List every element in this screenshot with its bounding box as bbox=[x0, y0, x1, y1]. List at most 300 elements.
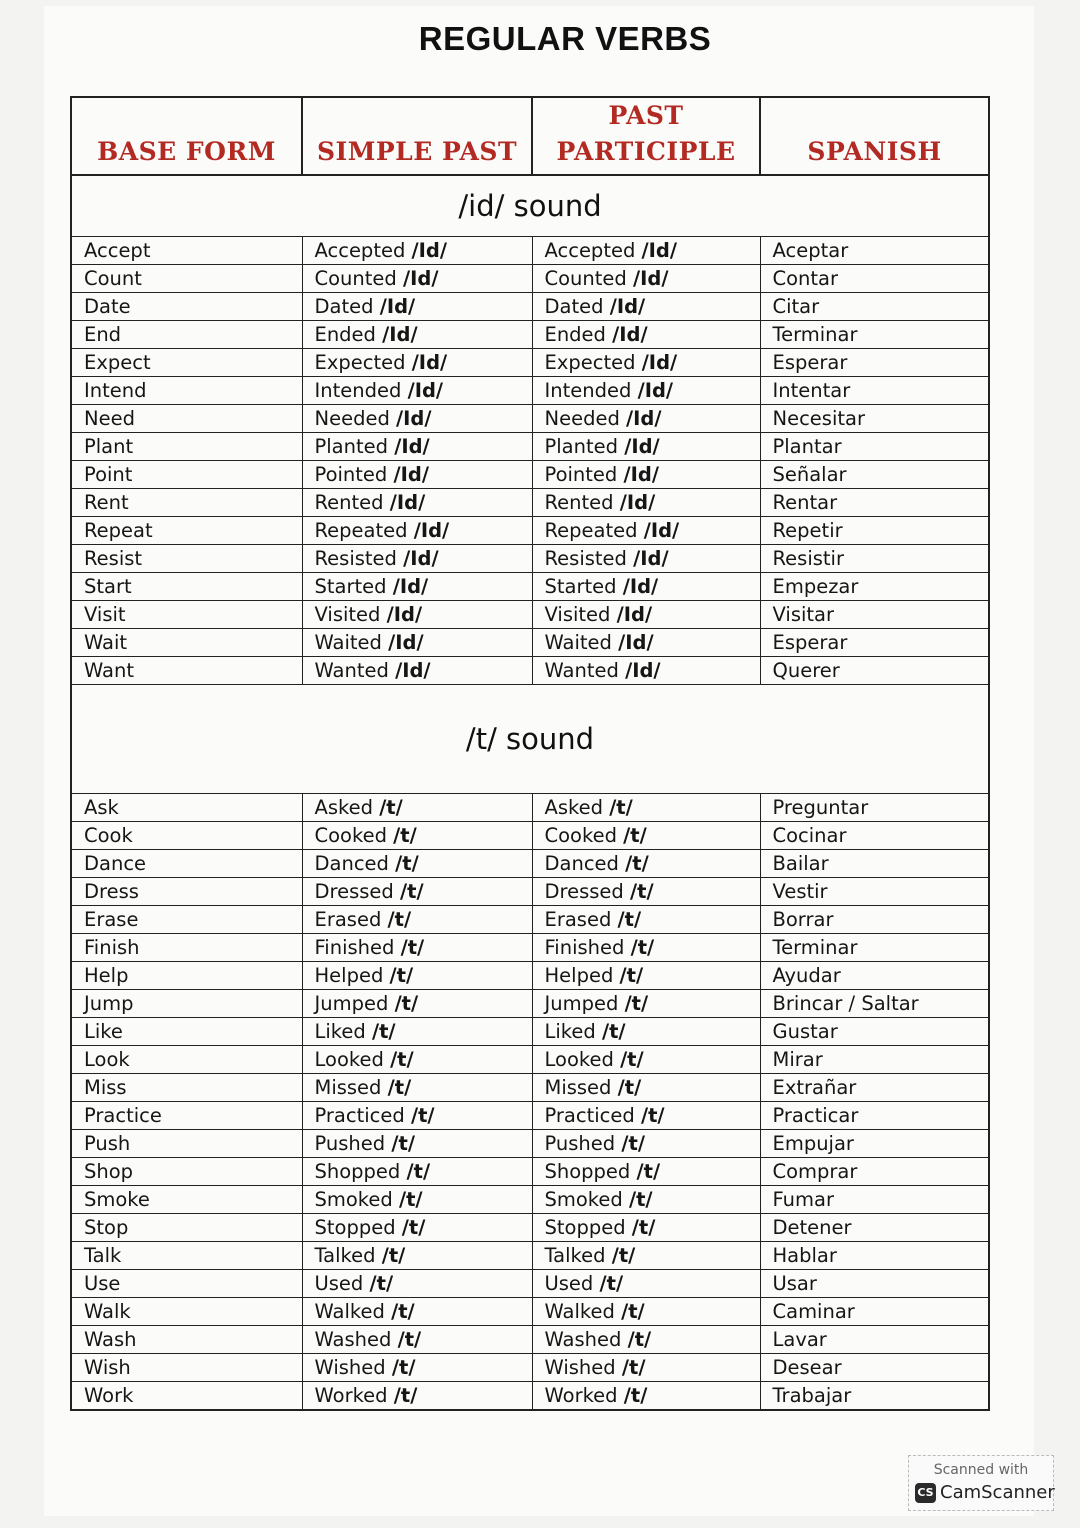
simple-past-cell bbox=[302, 990, 532, 1018]
spanish-cell bbox=[760, 962, 989, 990]
section-heading: /t/ sound bbox=[71, 685, 989, 794]
past-participle-cell bbox=[532, 657, 760, 685]
simple-past-text: Repeated bbox=[314, 519, 408, 542]
base-form-text: Wish bbox=[84, 1356, 131, 1379]
simple-past-text: Dressed bbox=[314, 880, 394, 903]
base-form-text: Walk bbox=[84, 1300, 131, 1323]
spanish-cell bbox=[760, 573, 989, 601]
spanish-cell bbox=[760, 1214, 989, 1242]
pronunciation-marker: /Id/ bbox=[392, 575, 429, 598]
base-form-text: Use bbox=[84, 1272, 121, 1295]
spanish-cell bbox=[760, 1326, 989, 1354]
table-row bbox=[71, 237, 989, 265]
simple-past-text: Rented bbox=[314, 491, 384, 514]
table-row bbox=[71, 461, 989, 489]
pronunciation-marker: /t/ bbox=[369, 1272, 394, 1295]
simple-past-text: Planted bbox=[314, 435, 389, 458]
simple-past-cell bbox=[302, 1214, 532, 1242]
pronunciation-marker: /Id/ bbox=[403, 267, 439, 290]
base-form-cell bbox=[71, 878, 302, 906]
past-participle-cell bbox=[532, 321, 760, 349]
pronunciation-marker: /Id/ bbox=[637, 379, 674, 402]
spanish-text: Practicar bbox=[772, 1104, 859, 1127]
spanish-cell bbox=[760, 377, 989, 405]
spanish-text: Resistir bbox=[772, 547, 844, 570]
simple-past-cell bbox=[302, 1046, 532, 1074]
past-participle-text: Dated bbox=[544, 295, 604, 318]
past-participle-cell bbox=[532, 573, 760, 601]
pronunciation-marker: /Id/ bbox=[395, 659, 431, 682]
pronunciation-marker: /Id/ bbox=[633, 267, 669, 290]
simple-past-cell bbox=[302, 1298, 532, 1326]
pronunciation-marker: /t/ bbox=[601, 1020, 626, 1043]
spanish-text: Detener bbox=[772, 1216, 852, 1239]
simple-past-cell bbox=[302, 433, 532, 461]
spanish-text: Citar bbox=[772, 295, 820, 318]
pronunciation-marker: /t/ bbox=[393, 824, 417, 847]
simple-past-text: Counted bbox=[314, 267, 397, 290]
pronunciation-marker: /t/ bbox=[628, 1188, 653, 1211]
spanish-text: Empezar bbox=[772, 575, 859, 598]
pronunciation-marker: /t/ bbox=[391, 1132, 415, 1155]
spanish-text: Desear bbox=[772, 1356, 842, 1379]
spanish-text: Caminar bbox=[772, 1300, 855, 1323]
simple-past-text: Started bbox=[314, 575, 387, 598]
past-participle-text: Missed bbox=[544, 1076, 612, 1099]
simple-past-cell bbox=[302, 1242, 532, 1270]
base-form-text: Dance bbox=[84, 852, 147, 875]
pronunciation-marker: /t/ bbox=[621, 1132, 645, 1155]
pronunciation-marker: /t/ bbox=[410, 1104, 435, 1127]
past-participle-text: Counted bbox=[544, 267, 627, 290]
pronunciation-marker: /Id/ bbox=[393, 463, 429, 486]
pronunciation-marker: /Id/ bbox=[394, 435, 430, 458]
past-participle-text: Practiced bbox=[544, 1104, 635, 1127]
base-form-text: Point bbox=[84, 463, 133, 486]
past-participle-cell bbox=[532, 822, 760, 850]
base-form-cell bbox=[71, 433, 302, 461]
spanish-cell bbox=[760, 433, 989, 461]
pronunciation-marker: /Id/ bbox=[407, 379, 444, 402]
past-participle-text: Shopped bbox=[544, 1160, 631, 1183]
past-participle-cell bbox=[532, 629, 760, 657]
past-participle-text: Helped bbox=[544, 964, 614, 987]
pronunciation-marker: /Id/ bbox=[612, 323, 648, 346]
pronunciation-marker: /Id/ bbox=[618, 631, 654, 654]
past-participle-cell bbox=[532, 1102, 760, 1130]
verbs-table bbox=[70, 96, 990, 1411]
base-form-cell bbox=[71, 265, 302, 293]
past-participle-text: Walked bbox=[544, 1300, 615, 1323]
spanish-cell bbox=[760, 545, 989, 573]
simple-past-text: Smoked bbox=[314, 1188, 393, 1211]
pronunciation-marker: /Id/ bbox=[633, 547, 669, 570]
spanish-text: Plantar bbox=[772, 435, 842, 458]
pronunciation-marker: /Id/ bbox=[411, 351, 448, 374]
spanish-cell bbox=[760, 906, 989, 934]
table-row bbox=[71, 1102, 989, 1130]
pronunciation-marker: /Id/ bbox=[624, 435, 660, 458]
pronunciation-marker: /Id/ bbox=[626, 407, 662, 430]
past-participle-cell bbox=[532, 1074, 760, 1102]
spanish-cell bbox=[760, 850, 989, 878]
pronunciation-marker: /t/ bbox=[406, 1160, 431, 1183]
base-form-text: Smoke bbox=[84, 1188, 150, 1211]
pronunciation-marker: /t/ bbox=[625, 852, 649, 875]
past-participle-text: Liked bbox=[544, 1020, 596, 1043]
spanish-cell bbox=[760, 822, 989, 850]
past-participle-text: Jumped bbox=[544, 992, 619, 1015]
base-form-text: Visit bbox=[84, 603, 126, 626]
past-participle-cell bbox=[532, 601, 760, 629]
base-form-cell bbox=[71, 1074, 302, 1102]
past-participle-text: Accepted bbox=[544, 239, 636, 262]
simple-past-text: Used bbox=[314, 1272, 364, 1295]
past-participle-cell bbox=[532, 461, 760, 489]
spanish-cell bbox=[760, 1270, 989, 1298]
simple-past-text: Dated bbox=[314, 295, 374, 318]
base-form-text: Intend bbox=[84, 379, 147, 402]
simple-past-text: Helped bbox=[314, 964, 384, 987]
table-row bbox=[71, 629, 989, 657]
spanish-cell bbox=[760, 349, 989, 377]
pronunciation-marker: /t/ bbox=[620, 1048, 644, 1071]
table-row bbox=[71, 545, 989, 573]
pronunciation-marker: /t/ bbox=[401, 1216, 426, 1239]
simple-past-text: Accepted bbox=[314, 239, 406, 262]
past-participle-cell bbox=[532, 906, 760, 934]
pronunciation-marker: /Id/ bbox=[388, 631, 424, 654]
table-row bbox=[71, 1018, 989, 1046]
camscanner-name: CamScanner bbox=[940, 1482, 1055, 1503]
pronunciation-marker: /t/ bbox=[387, 908, 412, 931]
simple-past-text: Resisted bbox=[314, 547, 397, 570]
base-form-cell bbox=[71, 545, 302, 573]
base-form-cell bbox=[71, 293, 302, 321]
past-participle-text: Intended bbox=[544, 379, 632, 402]
pronunciation-marker: /Id/ bbox=[413, 519, 450, 542]
base-form-cell bbox=[71, 962, 302, 990]
simple-past-text: Pointed bbox=[314, 463, 388, 486]
simple-past-cell bbox=[302, 1018, 532, 1046]
simple-past-cell bbox=[302, 1270, 532, 1298]
pronunciation-marker: /t/ bbox=[371, 1020, 396, 1043]
pronunciation-marker: /Id/ bbox=[609, 295, 646, 318]
simple-past-text: Visited bbox=[314, 603, 381, 626]
past-participle-cell bbox=[532, 1354, 760, 1382]
header-spanish: SPANISH bbox=[760, 97, 989, 175]
spanish-cell bbox=[760, 794, 989, 822]
past-participle-text: Looked bbox=[544, 1048, 614, 1071]
past-participle-text: Planted bbox=[544, 435, 619, 458]
simple-past-text: Ended bbox=[314, 323, 376, 346]
simple-past-text: Washed bbox=[314, 1328, 392, 1351]
simple-past-text: Looked bbox=[314, 1048, 384, 1071]
pronunciation-marker: /Id/ bbox=[625, 659, 661, 682]
base-form-cell bbox=[71, 1018, 302, 1046]
past-participle-text: Started bbox=[544, 575, 617, 598]
base-form-text: Jump bbox=[84, 992, 134, 1015]
spanish-text: Brincar / Saltar bbox=[772, 992, 919, 1015]
past-participle-text: Ended bbox=[544, 323, 606, 346]
table-row bbox=[71, 934, 989, 962]
past-participle-text: Danced bbox=[544, 852, 619, 875]
pronunciation-marker: /t/ bbox=[400, 880, 424, 903]
base-form-cell bbox=[71, 1354, 302, 1382]
past-participle-cell bbox=[532, 962, 760, 990]
spanish-cell bbox=[760, 1382, 989, 1411]
base-form-text: Finish bbox=[84, 936, 140, 959]
past-participle-text: Erased bbox=[544, 908, 612, 931]
spanish-cell bbox=[760, 990, 989, 1018]
pronunciation-marker: /t/ bbox=[617, 1076, 642, 1099]
simple-past-cell bbox=[302, 878, 532, 906]
pronunciation-marker: /Id/ bbox=[379, 295, 416, 318]
past-participle-cell bbox=[532, 1270, 760, 1298]
simple-past-text: Stopped bbox=[314, 1216, 396, 1239]
table-row bbox=[71, 794, 989, 822]
base-form-cell bbox=[71, 1298, 302, 1326]
spanish-text: Lavar bbox=[772, 1328, 827, 1351]
past-participle-text: Stopped bbox=[544, 1216, 626, 1239]
spanish-text: Intentar bbox=[772, 379, 851, 402]
base-form-text: Talk bbox=[84, 1244, 122, 1267]
simple-past-text: Intended bbox=[314, 379, 402, 402]
past-participle-cell bbox=[532, 850, 760, 878]
pronunciation-marker: /t/ bbox=[611, 1244, 636, 1267]
simple-past-cell bbox=[302, 1326, 532, 1354]
base-form-text: Stop bbox=[84, 1216, 129, 1239]
base-form-text: Dress bbox=[84, 880, 139, 903]
pronunciation-marker: /t/ bbox=[391, 1300, 415, 1323]
simple-past-cell bbox=[302, 1158, 532, 1186]
spanish-text: Comprar bbox=[772, 1160, 858, 1183]
base-form-cell bbox=[71, 990, 302, 1018]
simple-past-text: Liked bbox=[314, 1020, 366, 1043]
pronunciation-marker: /t/ bbox=[617, 908, 642, 931]
past-participle-cell bbox=[532, 1326, 760, 1354]
spanish-text: Necesitar bbox=[772, 407, 865, 430]
simple-past-cell bbox=[302, 906, 532, 934]
base-form-cell bbox=[71, 850, 302, 878]
pronunciation-marker: /t/ bbox=[640, 1104, 665, 1127]
simple-past-cell bbox=[302, 1074, 532, 1102]
past-participle-cell bbox=[532, 545, 760, 573]
past-participle-cell bbox=[532, 517, 760, 545]
spanish-text: Fumar bbox=[772, 1188, 834, 1211]
spanish-text: Borrar bbox=[772, 908, 834, 931]
spanish-cell bbox=[760, 1018, 989, 1046]
past-participle-text: Rented bbox=[544, 491, 614, 514]
simple-past-text: Cooked bbox=[314, 824, 387, 847]
base-form-cell bbox=[71, 573, 302, 601]
simple-past-text: Pushed bbox=[314, 1132, 386, 1155]
simple-past-cell bbox=[302, 822, 532, 850]
simple-past-text: Worked bbox=[314, 1384, 388, 1407]
table-row bbox=[71, 906, 989, 934]
simple-past-text: Practiced bbox=[314, 1104, 405, 1127]
simple-past-text: Walked bbox=[314, 1300, 385, 1323]
simple-past-text: Expected bbox=[314, 351, 406, 374]
camscanner-logo-icon: CS bbox=[915, 1483, 936, 1503]
pronunciation-marker: /t/ bbox=[381, 1244, 406, 1267]
base-form-text: Rent bbox=[84, 491, 129, 514]
pronunciation-marker: /t/ bbox=[379, 796, 403, 819]
pronunciation-marker: /t/ bbox=[397, 1328, 422, 1351]
simple-past-cell bbox=[302, 237, 532, 265]
simple-past-cell bbox=[302, 489, 532, 517]
past-participle-text: Resisted bbox=[544, 547, 627, 570]
pronunciation-marker: /t/ bbox=[389, 964, 414, 987]
base-form-text: Accept bbox=[84, 239, 151, 262]
base-form-cell bbox=[71, 601, 302, 629]
spanish-cell bbox=[760, 461, 989, 489]
spanish-text: Trabajar bbox=[772, 1384, 852, 1407]
base-form-cell bbox=[71, 1242, 302, 1270]
table-row bbox=[71, 657, 989, 685]
pronunciation-marker: /t/ bbox=[630, 936, 655, 959]
table-row bbox=[71, 1046, 989, 1074]
base-form-text: Repeat bbox=[84, 519, 153, 542]
table-row bbox=[71, 1186, 989, 1214]
past-participle-text: Smoked bbox=[544, 1188, 623, 1211]
pronunciation-marker: /Id/ bbox=[389, 491, 426, 514]
pronunciation-marker: /t/ bbox=[398, 1188, 423, 1211]
pronunciation-marker: /t/ bbox=[390, 1048, 414, 1071]
simple-past-text: Wished bbox=[314, 1356, 386, 1379]
base-form-text: Help bbox=[84, 964, 129, 987]
past-participle-text: Used bbox=[544, 1272, 594, 1295]
past-participle-cell bbox=[532, 377, 760, 405]
base-form-text: Resist bbox=[84, 547, 143, 570]
base-form-text: Cook bbox=[84, 824, 133, 847]
spanish-text: Usar bbox=[772, 1272, 817, 1295]
simple-past-text: Asked bbox=[314, 796, 373, 819]
header-simple-past: SIMPLE PAST bbox=[302, 97, 532, 175]
past-participle-cell bbox=[532, 990, 760, 1018]
spanish-text: Terminar bbox=[772, 936, 858, 959]
spanish-cell bbox=[760, 321, 989, 349]
simple-past-cell bbox=[302, 517, 532, 545]
spanish-cell bbox=[760, 1354, 989, 1382]
pronunciation-marker: /Id/ bbox=[616, 603, 653, 626]
base-form-text: Wait bbox=[84, 631, 128, 654]
base-form-cell bbox=[71, 1214, 302, 1242]
simple-past-cell bbox=[302, 573, 532, 601]
base-form-text: Miss bbox=[84, 1076, 127, 1099]
past-participle-text: Waited bbox=[544, 631, 612, 654]
spanish-text: Señalar bbox=[772, 463, 847, 486]
simple-past-text: Danced bbox=[314, 852, 389, 875]
pronunciation-marker: /Id/ bbox=[382, 323, 418, 346]
base-form-text: Push bbox=[84, 1132, 131, 1155]
spanish-cell bbox=[760, 1186, 989, 1214]
simple-past-cell bbox=[302, 629, 532, 657]
simple-past-cell bbox=[302, 1186, 532, 1214]
base-form-cell bbox=[71, 1158, 302, 1186]
base-form-cell bbox=[71, 657, 302, 685]
spanish-cell bbox=[760, 489, 989, 517]
base-form-text: Expect bbox=[84, 351, 151, 374]
past-participle-cell bbox=[532, 349, 760, 377]
base-form-text: Shop bbox=[84, 1160, 134, 1183]
table-row bbox=[71, 517, 989, 545]
simple-past-cell bbox=[302, 293, 532, 321]
table-row bbox=[71, 265, 989, 293]
spanish-cell bbox=[760, 1046, 989, 1074]
past-participle-text: Asked bbox=[544, 796, 603, 819]
table-row bbox=[71, 321, 989, 349]
simple-past-cell bbox=[302, 265, 532, 293]
spanish-cell bbox=[760, 1158, 989, 1186]
spanish-cell bbox=[760, 1298, 989, 1326]
spanish-text: Extrañar bbox=[772, 1076, 857, 1099]
spanish-text: Hablar bbox=[772, 1244, 837, 1267]
base-form-cell bbox=[71, 237, 302, 265]
pronunciation-marker: /t/ bbox=[621, 1356, 646, 1379]
simple-past-cell bbox=[302, 962, 532, 990]
spanish-text: Bailar bbox=[772, 852, 829, 875]
base-form-cell bbox=[71, 1382, 302, 1411]
table-row bbox=[71, 573, 989, 601]
table-row bbox=[71, 1158, 989, 1186]
simple-past-cell bbox=[302, 321, 532, 349]
table-row bbox=[71, 405, 989, 433]
table-row bbox=[71, 850, 989, 878]
simple-past-cell bbox=[302, 934, 532, 962]
past-participle-cell bbox=[532, 433, 760, 461]
past-participle-cell bbox=[532, 1158, 760, 1186]
base-form-cell bbox=[71, 629, 302, 657]
base-form-cell bbox=[71, 1046, 302, 1074]
simple-past-cell bbox=[302, 545, 532, 573]
past-participle-cell bbox=[532, 1046, 760, 1074]
past-participle-text: Finished bbox=[544, 936, 625, 959]
table-row bbox=[71, 1074, 989, 1102]
table-row bbox=[71, 1214, 989, 1242]
pronunciation-marker: /t/ bbox=[624, 992, 649, 1015]
past-participle-text: Needed bbox=[544, 407, 620, 430]
simple-past-text: Shopped bbox=[314, 1160, 401, 1183]
table-row bbox=[71, 962, 989, 990]
simple-past-cell bbox=[302, 377, 532, 405]
spanish-cell bbox=[760, 265, 989, 293]
table-row bbox=[71, 1326, 989, 1354]
simple-past-cell bbox=[302, 1102, 532, 1130]
pronunciation-marker: /Id/ bbox=[622, 575, 659, 598]
pronunciation-marker: /t/ bbox=[394, 992, 419, 1015]
pronunciation-marker: /t/ bbox=[609, 796, 633, 819]
scanned-with-label: Scanned with bbox=[933, 1462, 1029, 1478]
pronunciation-marker: /t/ bbox=[621, 1300, 645, 1323]
base-form-cell bbox=[71, 822, 302, 850]
spanish-cell bbox=[760, 878, 989, 906]
base-form-cell bbox=[71, 517, 302, 545]
past-participle-text: Visited bbox=[544, 603, 611, 626]
past-participle-cell bbox=[532, 1382, 760, 1411]
page-title: REGULAR VERBS bbox=[418, 20, 712, 57]
base-form-cell bbox=[71, 377, 302, 405]
base-form-text: Date bbox=[84, 295, 131, 318]
table-row bbox=[71, 1298, 989, 1326]
spanish-text: Rentar bbox=[772, 491, 838, 514]
base-form-text: Practice bbox=[84, 1104, 162, 1127]
spanish-text: Aceptar bbox=[772, 239, 849, 262]
table-row bbox=[71, 1130, 989, 1158]
past-participle-cell bbox=[532, 1298, 760, 1326]
base-form-text: Wash bbox=[84, 1328, 137, 1351]
spanish-text: Esperar bbox=[772, 631, 848, 654]
